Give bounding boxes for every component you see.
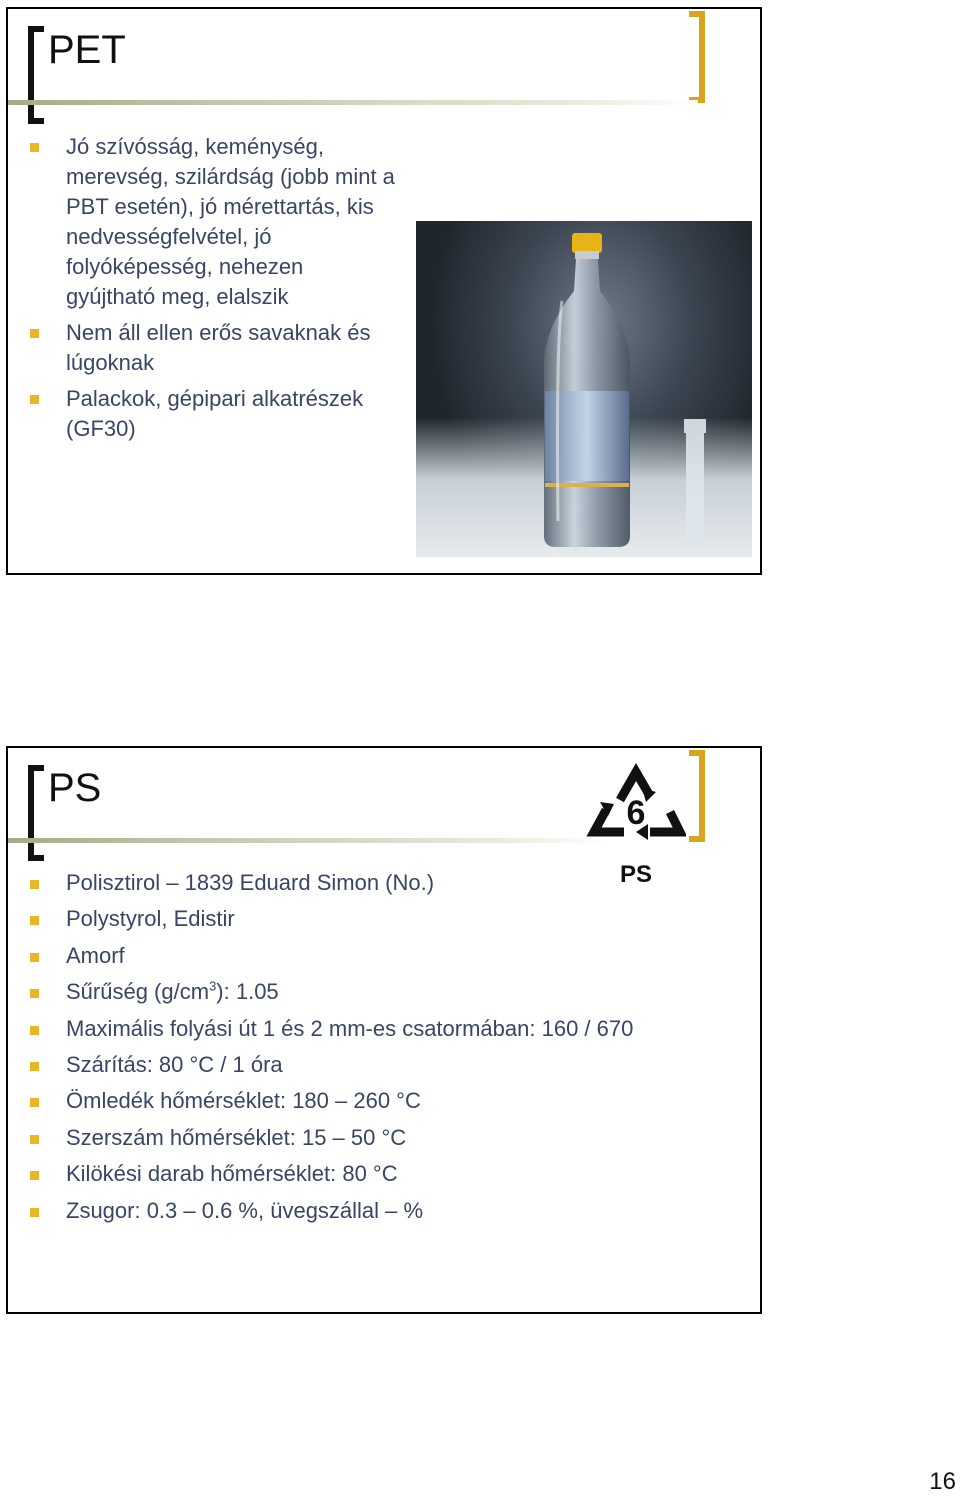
list-item: Maximális folyási út 1 és 2 mm-es csatormában: 160 / 670 — [28, 1015, 748, 1043]
bullet-square-icon — [30, 395, 39, 404]
list-item: Amorf — [28, 942, 748, 970]
bullet-square-icon — [30, 989, 39, 998]
title-bracket-right — [689, 11, 705, 103]
list-item: Sűrűség $(g/cm^3)$: 1.05 — [28, 978, 748, 1006]
list-item: Nem áll ellen erős savaknak és lúgoknak — [28, 318, 398, 378]
list-item: Palackok, gépipari alkatrészek (GF30) — [28, 384, 398, 444]
bullet-square-icon — [30, 1026, 39, 1035]
pet-bottle-photo — [416, 221, 752, 557]
list-item: Polisztirol – 1839 Eduard Simon (No.) — [28, 869, 748, 897]
title-bracket-left — [28, 26, 44, 124]
title-bracket-right — [689, 750, 705, 842]
bullet-square-icon — [30, 1208, 39, 1217]
page-number: 16 — [929, 1468, 956, 1495]
bullet-square-icon — [30, 953, 39, 962]
list-item: Szárítás: 80 °C / 1 óra — [28, 1051, 748, 1079]
slide-title: PET — [48, 28, 126, 72]
title-bracket-left — [28, 765, 44, 861]
list-item: Szerszám hőmérséklet: 15 – 50 °C — [28, 1124, 748, 1152]
slide-pet — [6, 7, 762, 575]
slide-ps — [6, 746, 762, 1314]
bullet-square-icon — [30, 1135, 39, 1144]
bullet-list — [28, 869, 748, 1233]
list-item: Ömledék hőmérséklet: 180 – 260 °C — [28, 1087, 748, 1115]
bullet-square-icon — [30, 329, 39, 338]
bullet-square-icon — [30, 880, 39, 889]
recycle-code: PS — [619, 861, 653, 888]
bullet-square-icon — [30, 1062, 39, 1071]
bullet-square-icon — [30, 916, 39, 925]
title-divider — [8, 100, 698, 105]
list-item: Jó szívósság, keménység, merevség, szilárdság (jobb mint a PBT esetén), jó mérettartás, kis nedvességfelvétel, jó folyóképesség, nehezen gyújtható meg, elalszik — [28, 132, 398, 312]
slide-title: PS — [48, 766, 102, 810]
bullet-list — [28, 132, 398, 450]
bullet-square-icon — [30, 143, 39, 152]
list-item: Zsugor: 0.3 – 0.6 %, üvegszállal – % — [28, 1197, 748, 1225]
title-divider — [8, 838, 608, 843]
bullet-square-icon — [30, 1098, 39, 1107]
list-item: Kilökési darab hőmérséklet: 80 °C — [28, 1160, 748, 1188]
bullet-square-icon — [30, 1171, 39, 1180]
recycle-number: 6 — [626, 794, 646, 832]
list-item: Polystyrol, Edistir — [28, 905, 748, 933]
